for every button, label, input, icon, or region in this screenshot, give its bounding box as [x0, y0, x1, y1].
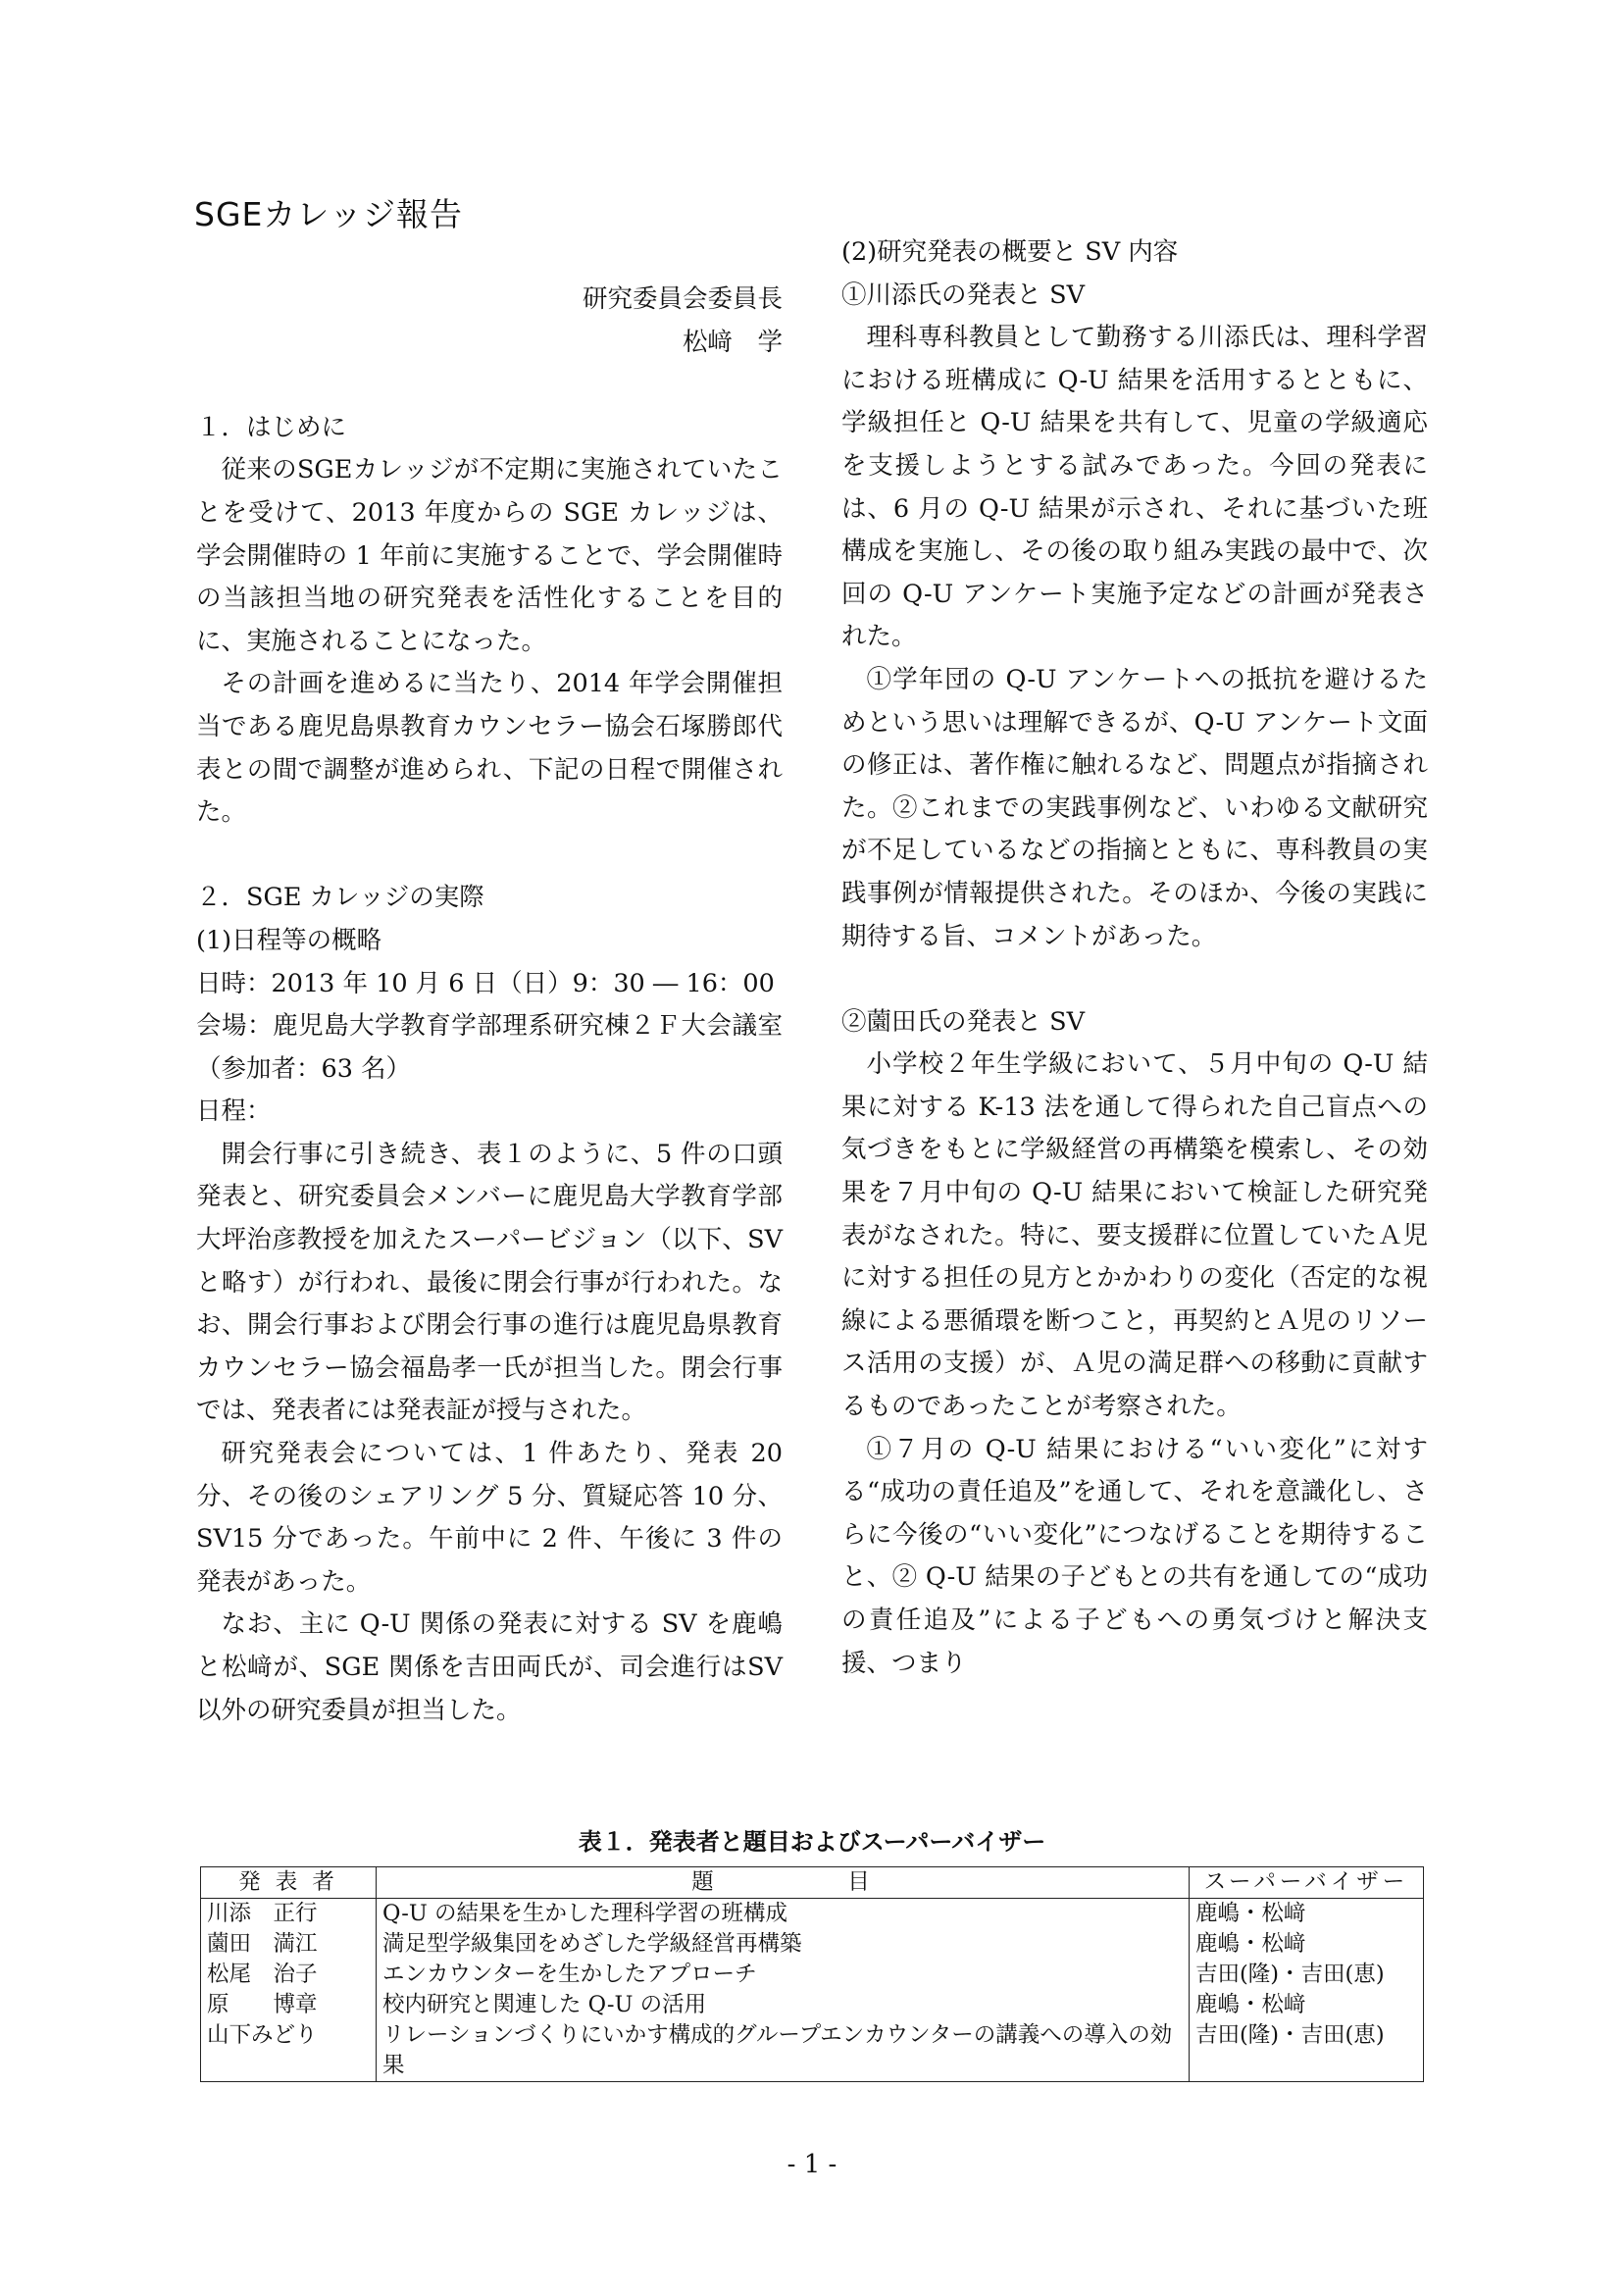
- title-cell: エンカウンターを生かしたアプローチ: [377, 1960, 1190, 1990]
- presenter-cell: 松尾 治子: [201, 1960, 377, 1990]
- column-header-title: 題 目: [377, 1867, 1190, 1899]
- presenter-cell: 薗田 満江: [201, 1929, 377, 1960]
- table-header-row: [201, 1867, 1424, 1899]
- paragraph: その計画を進めるに当たり、2014 年学会開催担当である鹿児島県教育カウンセラー協会石塚勝郎代表との間で調整が進められ、下記の日程で開催された。: [196, 669, 783, 828]
- item-heading: ②薗田氏の発表と SV: [841, 1006, 1085, 1037]
- item-heading: ①川添氏の発表と SV: [841, 280, 1085, 310]
- right-column: [841, 231, 1428, 1685]
- event-venue: 会場：鹿児島大学教育学部理系研究棟２Ｆ大会議室（参加者：63 名）: [196, 1011, 783, 1084]
- presenters-table: [200, 1866, 1424, 2082]
- column-header-supervisor: スーパーバイザー: [1190, 1867, 1424, 1899]
- section-2-heading: ２．SGE カレッジの実際: [196, 883, 484, 913]
- subsection-heading: (1)日程等の概略: [196, 925, 382, 955]
- paragraph: 研究発表会については、1 件あたり、発表 20 分、その後のシェアリング 5 分、質疑応答 10 分、SV15 分であった。午前中に 2 件、午後に 3 件の発表があった。: [196, 1439, 783, 1597]
- title-cell: 校内研究と関連した Q-U の活用: [377, 1990, 1190, 2020]
- paragraph: なお、主に Q-U 関係の発表に対する SV を鹿嶋と松﨑が、SGE 関係を吉田両氏が、司会進行はSV 以外の研究委員が担当した。: [196, 1609, 783, 1725]
- title-cell: リレーションづくりにいかす構成的グループエンカウンターの講義への導入の効果: [377, 2020, 1190, 2082]
- author-name: 松﨑 学: [682, 327, 783, 357]
- paragraph: 理科専科教員として勤務する川添氏は、理科学習における班構成に Q-U 結果を活用するとともに、学級担任と Q-U 結果を共有して、児童の学級適応を支援しようとする試みであった。今回の発表には、6 月の Q-U 結果が示され、それに基づいた班構成を実施し、その後の取り組み実践の最中で、次回の Q-U アンケート実施予定などの計画が発表された。: [841, 323, 1428, 652]
- subsection-heading: (2)研究発表の概要と SV 内容: [841, 237, 1179, 267]
- schedule-label: 日程：: [196, 1096, 272, 1127]
- supervisor-cell: 吉田(隆)・吉田(恵): [1190, 2020, 1424, 2082]
- event-datetime: 日時：2013 年 10 月 6 日（日）9：30 ― 16：00: [196, 968, 775, 998]
- paragraph: 従来のSGEカレッジが不定期に実施されていたことを受けて、2013 年度からの SGE カレッジは、学会開催時の 1 年前に実施することで、学会開催時の当該担当地の研究発表を活性化することを目的に、実施されることになった。: [196, 455, 783, 656]
- left-column: [196, 279, 783, 1732]
- supervisor-cell: 鹿嶋・松﨑: [1190, 1990, 1424, 2020]
- supervisor-cell: 吉田(隆)・吉田(恵): [1190, 1960, 1424, 1990]
- table-row: [201, 2020, 1424, 2082]
- author-role: 研究委員会委員長: [582, 284, 783, 314]
- paragraph: 開会行事に引き続き、表１のように、5 件の口頭発表と、研究委員会メンバーに鹿児島大学教育学部大坪治彦教授を加えたスーパービジョン（以下、SV と略す）が行われ、最後に閉会行事が行われた。なお、開会行事および閉会行事の進行は鹿児島県教育カウンセラー協会福島孝一氏が担当した。閉会行事では、発表者には発表証が授与された。: [196, 1139, 783, 1426]
- paragraph: ①７月の Q-U 結果における“いい変化”に対する“成功の責任追及”を通して、それを意識化し、さらに今後の“いい変化”につなげることを期待すること、② Q-U 結果の子どもとの共有を通しての“成功の責任追及”による子どもへの勇気づけと解決支援、つまり: [841, 1434, 1428, 1678]
- section-1-heading: １．はじめに: [196, 412, 347, 442]
- presenter-cell: 川添 正行: [201, 1899, 377, 1930]
- presenter-cell: 原 博章: [201, 1990, 377, 2020]
- table-caption: 表１．発表者と題目およびスーパーバイザー: [578, 1828, 1046, 1856]
- page-title: SGEカレッジ報告: [194, 195, 464, 233]
- table-row: [201, 1899, 1424, 1930]
- presenter-cell: 山下みどり: [201, 2020, 377, 2082]
- title-cell: Q-U の結果を生かした理科学習の班構成: [377, 1899, 1190, 1930]
- paragraph: ①学年団の Q-U アンケートへの抵抗を避けるためという思いは理解できるが、Q-U アンケート文面の修正は、著作権に触れるなど、問題点が指摘された。②これまでの実践事例など、いわゆる文献研究が不足しているなどの指摘とともに、専科教員の実践事例が情報提供された。そのほか、今後の実践に期待する旨、コメントがあった。: [841, 664, 1428, 951]
- title-cell: 満足型学級集団をめざした学級経営再構築: [377, 1929, 1190, 1960]
- supervisor-cell: 鹿嶋・松﨑: [1190, 1899, 1424, 1930]
- page-number: - 1 -: [787, 2150, 837, 2179]
- table-row: [201, 1929, 1424, 1960]
- column-header-presenter: 発 表 者: [201, 1867, 377, 1899]
- table-row: [201, 1990, 1424, 2020]
- supervisor-cell: 鹿嶋・松﨑: [1190, 1929, 1424, 1960]
- table-row: [201, 1960, 1424, 1990]
- paragraph: 小学校２年生学級において、５月中旬の Q-U 結果に対する K-13 法を通して得られた自己盲点への気づきをもとに学級経営の再構築を模索し、その効果を７月中旬の Q-U 結果において検証した研究発表がなされた。特に、要支援群に位置していたＡ児に対する担任の見方とかかわりの変化（否定的な視線による悪循環を断つこと，再契約とＡ児のリソース活用の支援）が、Ａ児の満足群への移動に貢献するものであったことが考察された。: [841, 1049, 1428, 1422]
